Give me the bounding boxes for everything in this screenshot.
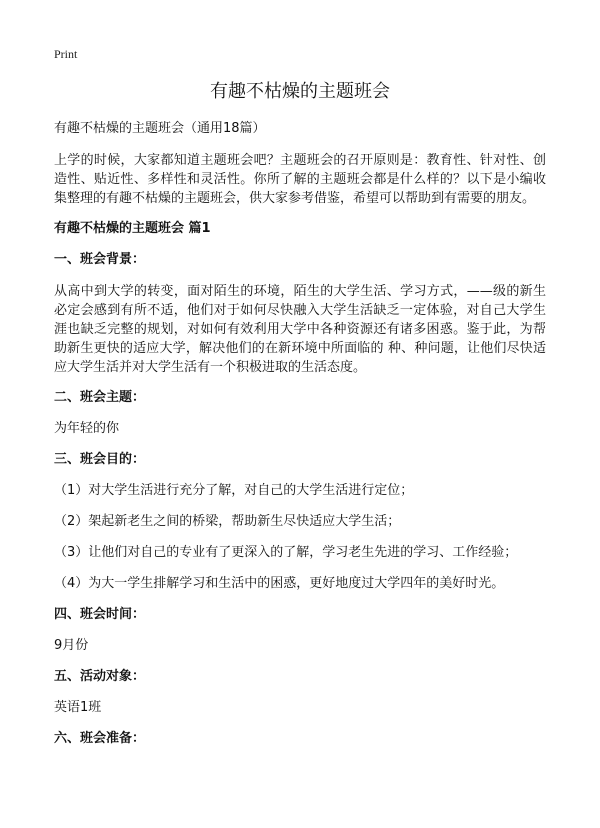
section-heading-purpose: 三、班会目的： [54,452,146,467]
purpose-item: （2）架起新老生之间的桥梁，帮助新生尽快适应大学生活； [54,514,401,529]
page-title: 有趣不枯燥的主题班会 [210,81,390,102]
document-subtitle: 有趣不枯燥的主题班会（通用18篇） [54,121,266,136]
audience-text: 英语1班 [54,700,102,715]
section-heading-time: 四、班会时间： [54,607,146,622]
document-body [54,120,546,761]
section-heading-audience: 五、活动对象： [54,669,146,684]
intro-paragraph: 上学的时候，大家都知道主题班会吧？主题班会的召开原则是：教育性、针对性、创造性、贴近性、多样性和灵活性。你所了解的主题班会都是什么样的？以下是小编收集整理的有趣不枯燥的主题班会，供大家参考借鉴，希望可以帮助到有需要的朋友。 [54,153,546,206]
purpose-item: （1）对大学生活进行充分了解，对自己的大学生活进行定位； [54,483,414,498]
section-heading-theme: 二、班会主题： [54,390,146,405]
time-text: 9月份 [54,638,89,653]
print-label[interactable]: Print [54,47,78,61]
background-paragraph: 从高中到大学的转变，面对陌生的环境，陌生的大学生活、学习方式，——级的新生必定会感到有所不适，他们对于如何尽快融入大学生活缺乏一定体验，对自己大学生涯也缺乏完整的规划，对如何有效利用大学中各种资源还有诸多困惑。鉴于此，为帮助新生更快的适应大学，解决他们的在新环境中所面临的 种、种问题，让他们尽快适应大学生活并对大学生活有一个积极进取的生活态度。 [54,284,546,375]
article-heading: 有趣不枯燥的主题班会 篇1 [54,221,211,236]
purpose-item: （4）为大一学生排解学习和生活中的困惑，更好地度过大学四年的美好时光。 [54,576,505,591]
purpose-item: （3）让他们对自己的专业有了更深入的了解，学习老生先进的学习、工作经验； [54,545,518,560]
theme-text: 为年轻的你 [54,421,120,436]
section-heading-preparation: 六、班会准备： [54,731,146,746]
section-heading-background: 一、班会背景： [54,252,146,267]
